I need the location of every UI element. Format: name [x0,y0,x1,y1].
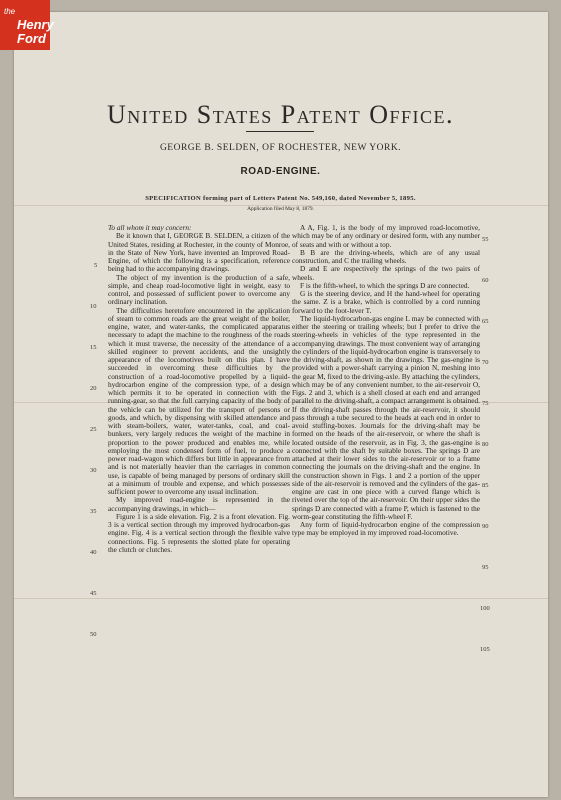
inventor-line: GEORGE B. SELDEN, OF ROCHESTER, NEW YORK. [159,143,402,153]
office-title: United States Patent Office. [106,100,455,129]
line-number: 80 [482,441,489,448]
line-number: 75 [482,400,489,407]
paragraph: F is the fifth-wheel, to which the springs D are connected. [300,280,470,290]
logo-text: the [4,7,16,16]
line-number: 65 [482,318,489,325]
henry-ford-logo [0,0,54,50]
logo-text: Ford [17,31,46,46]
invention-heading: ROAD-ENGINE. [240,166,321,177]
line-number: 30 [90,467,97,474]
title-rule [246,131,314,132]
line-number: 95 [482,564,489,571]
line-number: 55 [482,236,489,243]
line-number: 5 [94,262,98,269]
line-number: 35 [90,508,97,515]
paper-fold-line [14,598,548,599]
paragraph: B B are the driving-wheels, which are of any usual construction, and C the trailing wheels. [292,247,480,265]
logo-text: Henry [17,17,54,32]
filed-line: Application filed May 8, 1879. [247,206,314,212]
line-number: 105 [480,646,490,653]
line-number: 100 [480,605,490,612]
line-number: 20 [90,385,97,392]
salutation: To all whom it may concern: [108,223,192,232]
paragraph: My improved road-engine is represented in the accompanying drawings, in which— [108,495,290,513]
paragraph: The liquid-hydrocarbon-gas engine L may be connected with either the steering or trailing wheels; but I prefer to drive the steering-wheels in vehicles of the type represented in the accompanying drawings. The most convenient way of arranging the cylinders of the liquid-hydrocarbon engine is transversely to the driving-shaft, as shown in the drawings. The gas-engine is provided with a power-shaft carrying a pinion N, meshing into the gear M, fixed to the driving-axle. By attaching the cylinders, which may be of any convenient number, to the air-reservoir O, Figs. 2 and 3, which is a shell closed at each end and arranged parallel to the driving-shaft, a compact arrangement is obtained. If the driving-shaft passes through the air-reservoir, it should pass through a tube secured to the heads at each end in order to avoid stuffing-boxes. Journals for the driving-shaft may be formed on the heads of the air-reservoir, or where the shaft is located outside of the reservoir, as in Fig. 3, the gas-engine is connected with the shaft by suitable boxes. The springs D are attached at their lower sides to the air-reservoir or to a frame connecting the journals on the driving-shaft and the engine. In the construction shown in Figs. 1 and 2 a portion of the upper side of the air-reservoir is removed and the cylinders of the gas-engine are cast in one piece with a curved flange which is riveted over the top of the air-reservoir. On their upper sides the springs D are connected with a frame P, which is fastened to the worm-gear constituting the fifth-wheel F. [292,313,480,521]
line-number: 15 [90,344,97,351]
specification-text: SPECIFICATION forming part of Letters Patent No. 549,160, dated November 5, 1895. [145,195,416,202]
line-number: 70 [482,359,489,366]
specification-line [0,195,561,202]
right-text-column [292,224,480,538]
paragraph: The difficulties heretofore encountered in the application of steam to common roads are the great weight of the boiler, engine, water, and water-tanks, the complicated apparatus necessary to adapt the machine to the roughness of the roads which it must traverse, the necessity of the attendance of a skilled engineer to prevent accidents, and the unsightly appearance of the locomotives built on this plan. I have succeeded in overcoming these difficulties by the construction of a road-locomotive propelled by a liquid-hydrocarbon engine of the compression type, of a design which permits it to be operated in connection with the running-gear, so that the full carrying capacity of the body of the vehicle can be utilized for the transport of persons or goods, and which, by dispensing with skilled attendance and with steam-boilers, water, water-tanks, coal, and coal-bunkers, very largely reduces the weight of the machine in proportion to the power produced and enables me, while employing the most condensed form of fuel, to produce a power road-wagon which differs but little in appearance from and is not materially heavier than the carriages in common use, is capable of being managed by persons of ordinary skill at a minimum of trouble and expense, and which possesses sufficient power to overcome any usual inclination. [108,305,290,496]
line-number: 90 [482,523,489,530]
line-number: 50 [90,631,97,638]
paragraph: Figure 1 is a side elevation. Fig. 2 is a front elevation. Fig. 3 is a vertical section through my improved hydrocarbon-gas engine. Fig. 4 is a vertical section through the flexible valve connections. Fig. 5 represents the slotted plate for operating the clutch or clutches. [108,511,290,554]
line-number: 85 [482,482,489,489]
line-number: 60 [482,277,489,284]
paragraph: The object of my invention is the production of a safe, simple, and cheap road-locomotive light in weight, easy to control, and possessed of sufficient power to overcome any ordinary inclination. [108,272,290,307]
left-text-column [108,224,290,554]
line-number: 45 [90,590,97,597]
line-number: 25 [90,426,97,433]
paragraph: Any form of liquid-hydrocarbon engine of the compression type may be employed in my improved road-locomotive. [292,520,480,538]
paragraph: G is the steering device, and H the hand-wheel for operating the same. Z is a brake, which is controlled by a cord running forward to the foot-lever T. [292,289,480,315]
line-number: 10 [90,303,97,310]
paragraph: A A, Fig. 1, is the body of my improved road-locomotive, which may be of any ordinary or desired form, with any number of seats and with or without a top. [292,223,480,249]
paragraph: D and E are respectively the springs of the two pairs of wheels. [292,264,480,282]
paragraph: Be it known that I, GEORGE B. SELDEN, a citizen of the United States, residing at Rochester, in the county of Monroe, in the State of New York, have invented an Improved Road-Engine, of which the following is a specification, reference being had to the accompanying drawings. [108,231,290,274]
line-number: 40 [90,549,97,556]
